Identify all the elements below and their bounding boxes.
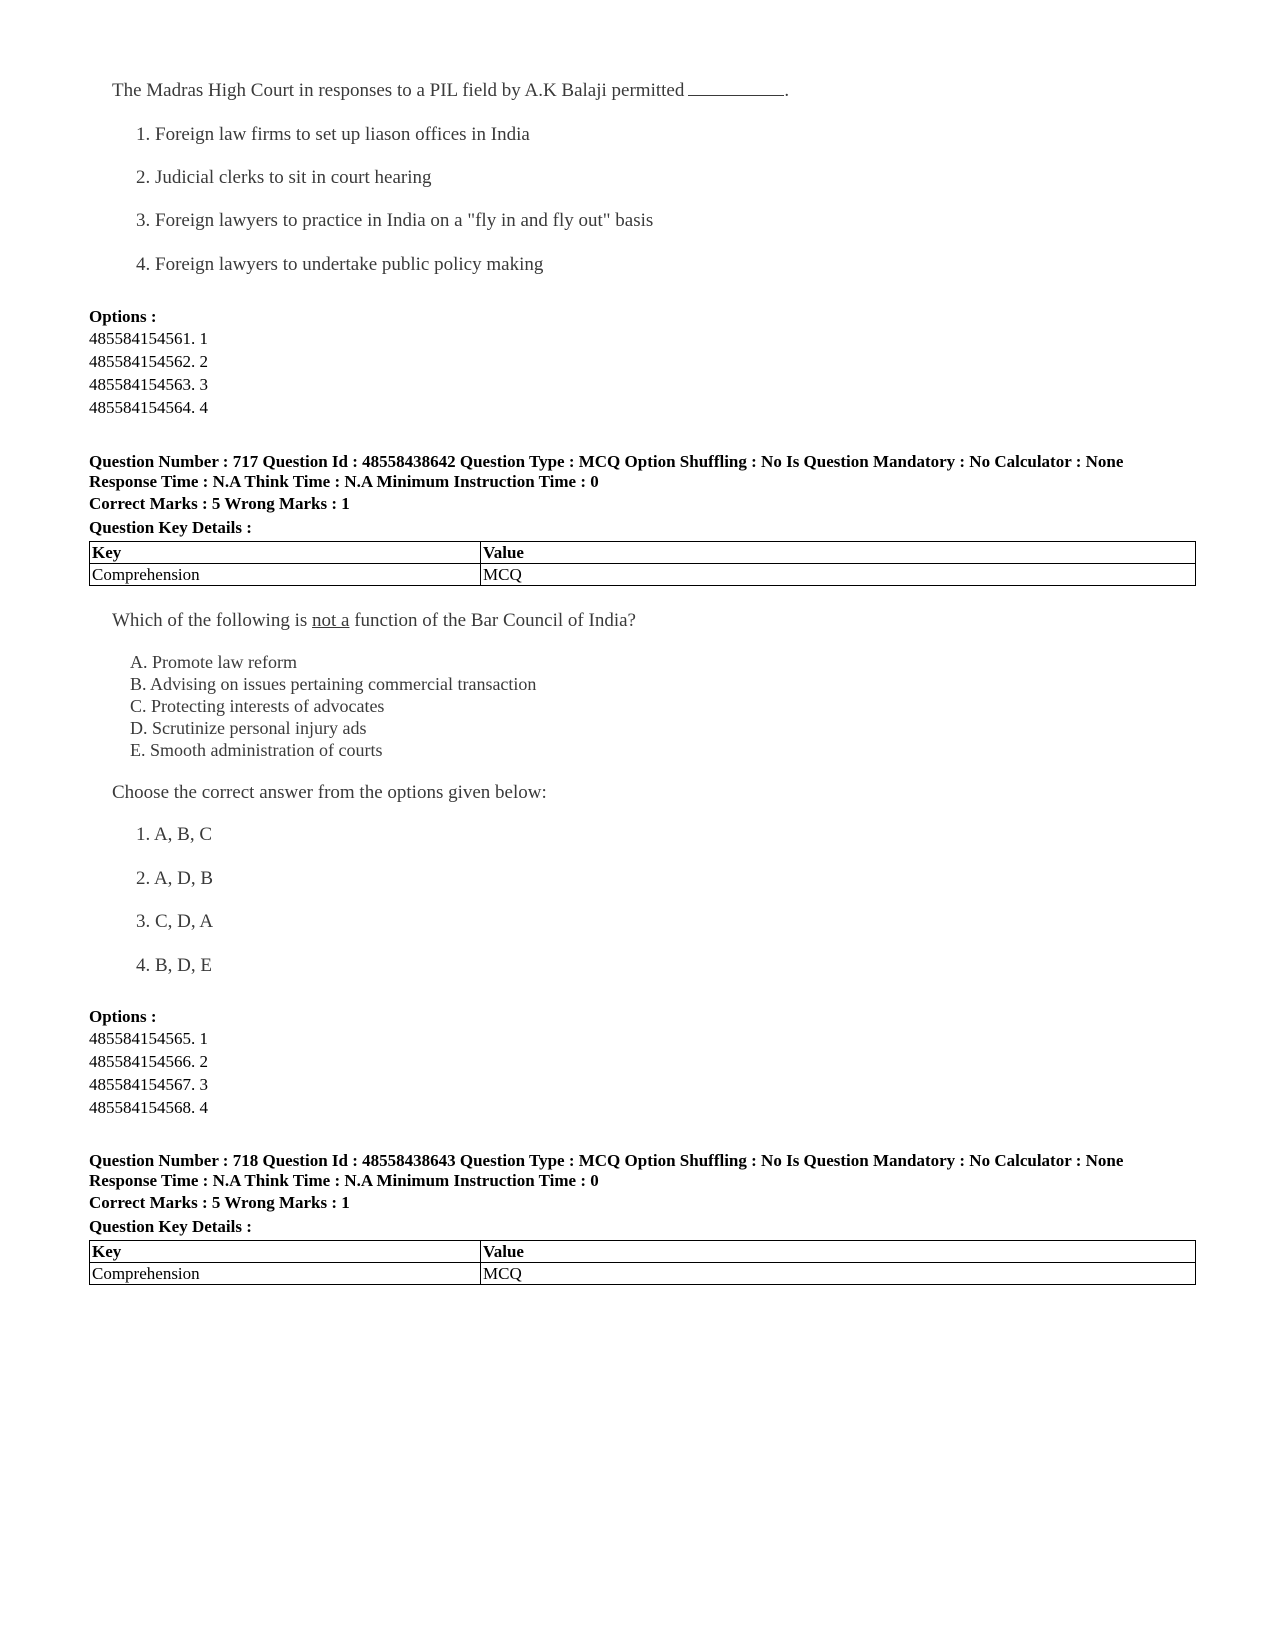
question-meta-line: Response Time : N.A Think Time : N.A Minimum Instruction Time : 0 [89, 1171, 599, 1190]
value-cell: MCQ [481, 1263, 1196, 1285]
question-716-choice: 1. Foreign law firms to set up liason offices in India [136, 124, 530, 145]
question-717-choice: 2. A, D, B [136, 868, 214, 889]
key-cell: Comprehension [90, 1263, 481, 1285]
options-label: Options : [89, 307, 157, 326]
key-header: Key [90, 542, 481, 564]
option-item: 485584154567. 3 [89, 1075, 208, 1094]
question-717-statement: A. Promote law reform [130, 652, 297, 672]
question-717-meta [89, 452, 1199, 492]
question-717-choice: 4. B, D, E [136, 955, 212, 976]
question-717-choice: 1. A, B, C [136, 824, 213, 845]
question-717-stem: Which of the following is not a function of the Bar Council of India? [112, 610, 636, 631]
value-header: Value [481, 1241, 1196, 1263]
question-key-table [89, 1240, 1196, 1285]
question-716-choice: 2. Judicial clerks to sit in court hearing [136, 167, 432, 188]
option-item: 485584154561. 1 [89, 329, 208, 348]
question-marks: Correct Marks : 5 Wrong Marks : 1 [89, 494, 350, 513]
question-key-details-label: Question Key Details : [89, 518, 252, 537]
question-717-statement: B. Advising on issues pertaining commercial transaction [130, 674, 537, 694]
question-716-choice: 3. Foreign lawyers to practice in India on a "fly in and fly out" basis [136, 210, 654, 231]
question-marks: Correct Marks : 5 Wrong Marks : 1 [89, 1193, 350, 1212]
option-item: 485584154563. 3 [89, 375, 208, 394]
options-label: Options : [89, 1007, 157, 1026]
key-cell: Comprehension [90, 564, 481, 586]
value-header: Value [481, 542, 1196, 564]
question-717-statement: C. Protecting interests of advocates [130, 696, 385, 716]
question-meta-line: Question Number : 718 Question Id : 48558438643 Question Type : MCQ Option Shuffling : No Is Question Mandatory : No Calculator : None [89, 1151, 1124, 1170]
question-key-table [89, 541, 1196, 586]
question-meta-line: Response Time : N.A Think Time : N.A Minimum Instruction Time : 0 [89, 472, 599, 491]
key-header: Key [90, 1241, 481, 1263]
question-718-meta [89, 1151, 1199, 1191]
option-item: 485584154568. 4 [89, 1098, 208, 1117]
question-716-stem: The Madras High Court in responses to a PIL field by A.K Balaji permitted . [112, 80, 790, 101]
value-cell: MCQ [481, 564, 1196, 586]
option-item: 485584154562. 2 [89, 352, 208, 371]
option-item: 485584154566. 2 [89, 1052, 208, 1071]
question-717-choice: 3. C, D, A [136, 911, 214, 932]
question-716-choice: 4. Foreign lawyers to undertake public policy making [136, 254, 544, 275]
question-717-statement: E. Smooth administration of courts [130, 740, 383, 760]
option-item: 485584154565. 1 [89, 1029, 208, 1048]
question-717-statement: D. Scrutinize personal injury ads [130, 718, 367, 738]
question-key-details-label: Question Key Details : [89, 1217, 252, 1236]
question-meta-line: Question Number : 717 Question Id : 48558438642 Question Type : MCQ Option Shuffling : No Is Question Mandatory : No Calculator : None [89, 452, 1124, 471]
option-item: 485584154564. 4 [89, 398, 208, 417]
question-717-instruction: Choose the correct answer from the options given below: [112, 782, 547, 803]
